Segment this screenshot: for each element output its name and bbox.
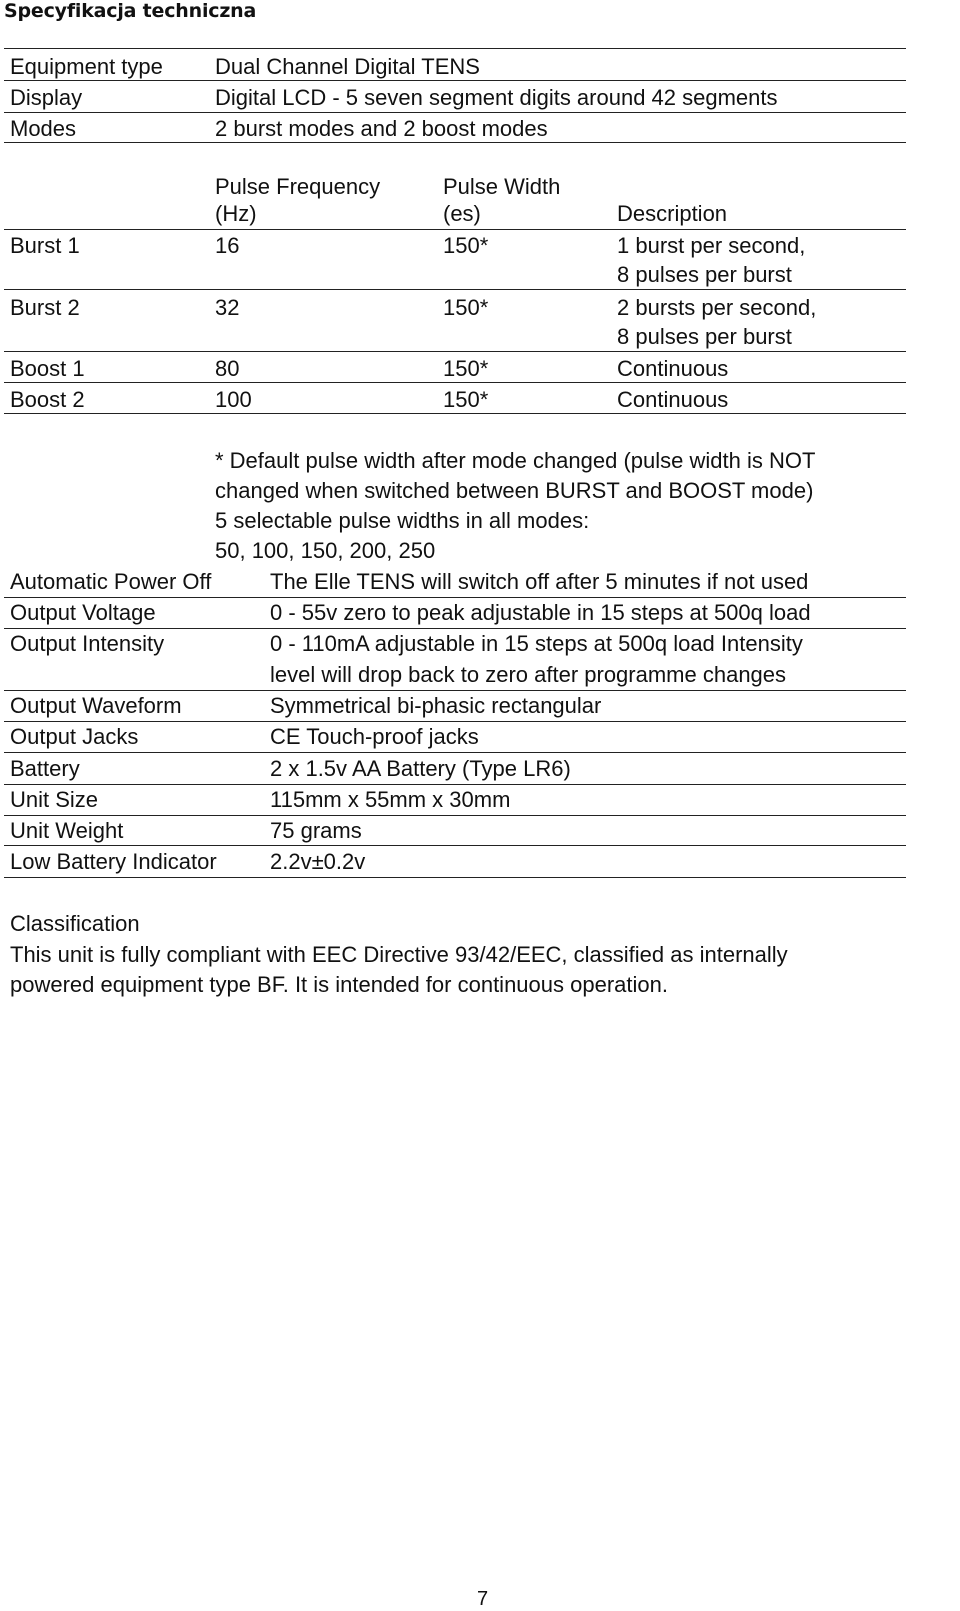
mode-pulse-width: 150* <box>443 295 489 320</box>
table-rule <box>4 413 906 414</box>
mode-frequency: 16 <box>215 233 240 258</box>
table-rule <box>4 229 906 230</box>
spec-value-cont: level will drop back to zero after programme changes <box>270 662 787 687</box>
spec-label: Low Battery Indicator <box>10 849 217 874</box>
spec-label: Output Jacks <box>10 724 139 749</box>
mode-frequency: 100 <box>215 387 252 412</box>
table-rule <box>4 752 906 753</box>
spec-label: Output Waveform <box>10 693 182 718</box>
spec-value: CE Touch-proof jacks <box>270 724 479 749</box>
spec-value: 0 - 55v zero to peak adjustable in 15 steps at 500q load <box>270 600 811 625</box>
spec-label: Modes <box>10 116 77 141</box>
spec-value: 2.2v±0.2v <box>270 849 366 874</box>
table-rule <box>4 382 906 383</box>
mode-description: Continuous <box>617 387 729 412</box>
spec-label: Display <box>10 85 83 110</box>
footnote-line: changed when switched between BURST and BOOST mode) <box>215 478 814 503</box>
column-header-width: Pulse Width <box>443 174 561 199</box>
spec-label: Automatic Power Off <box>10 569 212 594</box>
spec-label: Unit Size <box>10 787 99 812</box>
spec-value: 115mm x 55mm x 30mm <box>270 787 511 812</box>
spec-value: Dual Channel Digital TENS <box>215 54 480 79</box>
mode-description: 2 bursts per second, <box>617 295 817 320</box>
mode-frequency: 80 <box>215 356 240 381</box>
page-number: 7 <box>477 1588 489 1610</box>
column-header-width-unit: (es) <box>443 201 481 226</box>
table-rule <box>4 289 906 290</box>
table-rule <box>4 815 906 816</box>
footnote-line: * Default pulse width after mode changed (pulse width is NOT <box>215 448 816 473</box>
mode-name: Burst 2 <box>10 295 80 320</box>
table-rule <box>4 877 906 878</box>
table-rule <box>4 845 906 846</box>
table-rule <box>4 351 906 352</box>
spec-label: Battery <box>10 756 80 781</box>
spec-label: Equipment type <box>10 54 163 79</box>
mode-description-cont: 8 pulses per burst <box>617 262 792 287</box>
mode-name: Burst 1 <box>10 233 80 258</box>
table-rule <box>4 80 906 81</box>
spec-value: 0 - 110mA adjustable in 15 steps at 500q load Intensity <box>270 631 803 656</box>
column-header-frequency-unit: (Hz) <box>215 201 257 226</box>
mode-description: 1 burst per second, <box>617 233 806 258</box>
mode-description: Continuous <box>617 356 729 381</box>
mode-pulse-width: 150* <box>443 233 489 258</box>
page-heading: Specyfikacja techniczna <box>4 0 257 22</box>
column-header-description: Description <box>617 201 728 226</box>
mode-frequency: 32 <box>215 295 240 320</box>
spec-label: Output Voltage <box>10 600 156 625</box>
footnote-line: 5 selectable pulse widths in all modes: <box>215 508 590 533</box>
classification-text: This unit is fully compliant with EEC Directive 93/42/EEC, classified as internally <box>10 942 788 967</box>
spec-value: The Elle TENS will switch off after 5 minutes if not used <box>270 569 809 594</box>
table-rule <box>4 142 906 143</box>
mode-pulse-width: 150* <box>443 387 489 412</box>
spec-value: Digital LCD - 5 seven segment digits around 42 segments <box>215 85 778 110</box>
spec-label: Unit Weight <box>10 818 124 843</box>
mode-description-cont: 8 pulses per burst <box>617 324 792 349</box>
spec-value: 2 burst modes and 2 boost modes <box>215 116 548 141</box>
spec-value: 75 grams <box>270 818 362 843</box>
spec-value: Symmetrical bi-phasic rectangular <box>270 693 602 718</box>
column-header-frequency: Pulse Frequency <box>215 174 381 199</box>
mode-name: Boost 2 <box>10 387 85 412</box>
classification-text-cont: powered equipment type BF. It is intended for continuous operation. <box>10 972 668 997</box>
spec-value: 2 x 1.5v AA Battery (Type LR6) <box>270 756 571 781</box>
spec-label: Output Intensity <box>10 631 165 656</box>
mode-pulse-width: 150* <box>443 356 489 381</box>
table-rule <box>4 112 906 113</box>
table-rule <box>4 48 906 49</box>
footnote-line: 50, 100, 150, 200, 250 <box>215 538 436 563</box>
classification-title: Classification <box>10 911 140 936</box>
mode-name: Boost 1 <box>10 356 85 381</box>
